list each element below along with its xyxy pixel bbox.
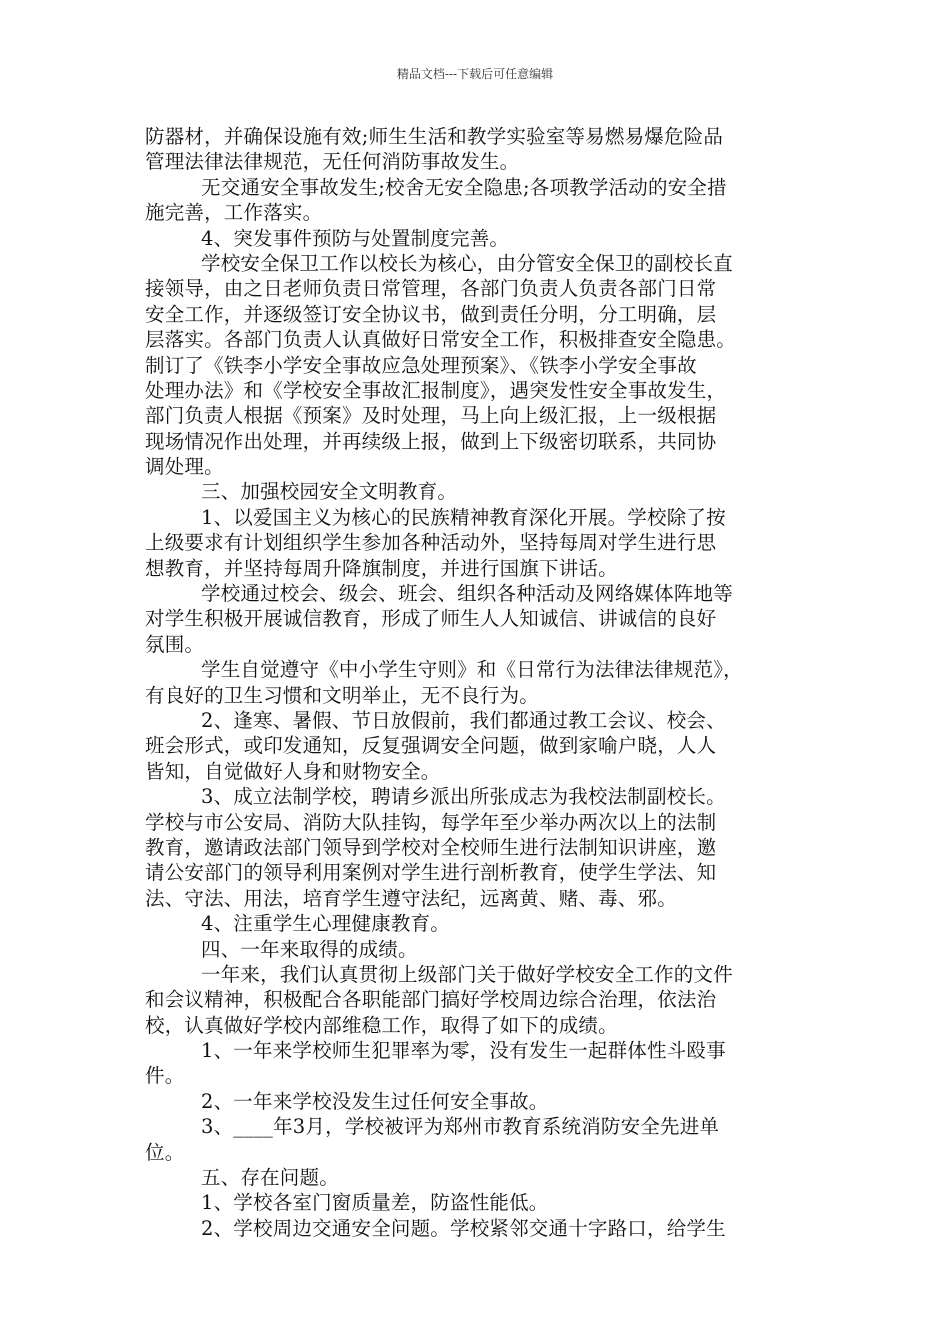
text-line: 皆知，自觉做好人身和财物安全。	[145, 759, 441, 783]
text-line: 位。	[145, 1140, 185, 1164]
text-line: 教育，邀请政法部门领导到学校对全校师生进行法制知识讲座，邀	[145, 835, 717, 859]
text-line: 1、以爱国主义为核心的民族精神教育深化开展。学校除了按	[201, 505, 726, 529]
text-line: 四、一年来取得的成绩。	[201, 937, 418, 961]
text-line: 3、成立法制学校，聘请乡派出所张成志为我校法制副校长。	[201, 785, 726, 809]
text-line: 2、逢寒、暑假、节日放假前，我们都通过教工会议、校会、	[201, 708, 726, 732]
text-line: 氛围。	[145, 632, 205, 656]
text-line: 无交通安全事故发生;校舍无安全隐患;各项教学活动的安全措	[201, 175, 727, 199]
text-line: 件。	[145, 1064, 185, 1088]
text-line: 2、一年来学校没发生过任何安全事故。	[201, 1089, 549, 1113]
text-line: 有良好的卫生习惯和文明举止，无不良行为。	[145, 683, 540, 707]
document-body	[145, 124, 807, 1241]
text-line: 安全工作，并逐级签订安全协议书，做到责任分明，分工明确，层	[145, 302, 717, 326]
page-header: 精品文档---下载后可任意编辑	[396, 67, 554, 81]
text-line: 五、存在问题。	[201, 1166, 339, 1190]
text-line: 一年来，我们认真贯彻上级部门关于做好学校安全工作的文件	[201, 962, 733, 986]
text-line: 3、____年3月，学校被评为郑州市教育系统消防安全先进单	[201, 1115, 720, 1139]
text-line: 学生自觉遵守《中小学生守则》和《日常行为法律法律规范》，	[201, 658, 743, 682]
text-line: 施完善，工作落实。	[145, 201, 323, 225]
text-line: 法、守法、用法，培育学生遵守法纪，远离黄、赌、毒、邪。	[145, 886, 677, 910]
text-line: 想教育，并坚持每周升降旗制度，并进行国旗下讲话。	[145, 556, 618, 580]
text-line: 1、一年来学校师生犯罪率为零，没有发生一起群体性斗殴事	[201, 1039, 726, 1063]
text-line: 班会形式，或印发通知，反复强调安全问题，做到家喻户晓，人人	[145, 734, 717, 758]
text-line: 对学生积极开展诚信教育，形成了师生人人知诚信、讲诚信的良好	[145, 607, 717, 631]
text-line: 防器材，并确保设施有效;师生生活和教学实验室等易燃易爆危险品	[145, 125, 724, 148]
text-line: 学校通过校会、级会、班会、组织各种活动及网络媒体阵地等	[201, 582, 733, 606]
text-line: 接领导，由之日老师负责日常管理，各部门负责人负责各部门日常	[145, 277, 717, 301]
text-line: 层落实。各部门负责人认真做好日常安全工作，积极排查安全隐患。	[145, 328, 737, 352]
text-line: 2、学校周边交通安全问题。学校紧邻交通十字路口，给学生	[201, 1216, 726, 1240]
text-line: 和会议精神，积极配合各职能部门搞好学校周边综合治理，依法治	[145, 988, 717, 1012]
text-line: 4、注重学生心理健康教育。	[201, 912, 451, 936]
text-line: 处理办法》和《学校安全事故汇报制度》，遇突发性安全事故发生，	[145, 378, 727, 402]
text-line: 1、学校各室门窗质量差，防盗性能低。	[201, 1191, 549, 1215]
text-line: 管理法律法律规范，无任何消防事故发生。	[145, 150, 520, 174]
text-line: 部门负责人根据《预案》及时处理，马上向上级汇报，上一级根据	[145, 404, 717, 428]
text-line: 学校与市公安局、消防大队挂钩，每学年至少举办两次以上的法制	[145, 810, 717, 834]
text-line: 学校安全保卫工作以校长为核心，由分管安全保卫的副校长直	[201, 251, 733, 275]
text-line: 4、突发事件预防与处置制度完善。	[201, 226, 510, 250]
text-line: 校，认真做好学校内部维稳工作，取得了如下的成绩。	[145, 1013, 618, 1037]
text-line: 三、加强校园安全文明教育。	[201, 480, 458, 504]
text-line: 上级要求有计划组织学生参加各种活动外，坚持每周对学生进行思	[145, 531, 717, 555]
text-line: 请公安部门的领导利用案例对学生进行剖析教育，使学生学法、知	[145, 861, 717, 885]
text-line: 制订了《铁李小学安全事故应急处理预案》、《铁李小学安全事故	[145, 353, 697, 377]
text-line: 调处理。	[145, 455, 224, 479]
text-line: 现场情况作出处理，并再续级上报，做到上下级密切联系，共同协	[145, 429, 717, 453]
